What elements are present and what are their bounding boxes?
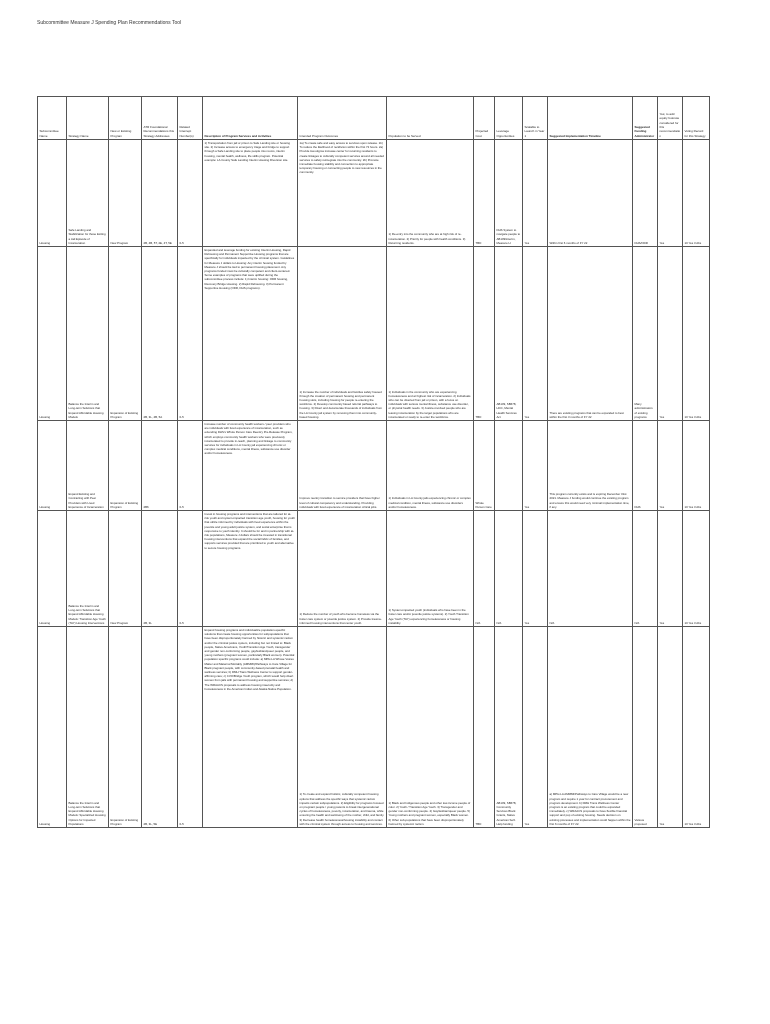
- cell-leverage: DHS System to navigate people to AB109/interim, Measure H: [495, 140, 523, 247]
- cell-subcommittee: Housing: [38, 140, 67, 247]
- cell-new-or-existing: Expansion of Existing Program: [109, 627, 142, 828]
- cell-voting: 10 Yes 3 Abs: [683, 247, 710, 421]
- cell-description: Invest in housing programs and interventions that are tailored for at-risk youth and system-impacted transition age youth, housing for youth that utilize informed by individuals with lived experience within the juvenile and young adult justice system, and social enterprise that is responsive to youth identity. It should be for and in partnership with at-risk populations, Measure J dollars should be invested in transitional housing interventions that expand the social fabric of families, and supports services provided that are prioritized to youth and alternative to secure housing programs.: [203, 511, 298, 627]
- header-population: Population to be Served: [387, 97, 474, 140]
- cell-yes-no: Yes: [658, 247, 683, 421]
- cell-population: 1) Black and Indigenous people and other low-income people of color. 2) Youth / Transition Age Youth. 3) Transgender and gender non-conforming people. 4) Gay/lesbian/queer people. 5) Young mothers and pregnant women, especially Black women. 6) Other sub-populations that have been disproportionately harmed by systemic racism.: [387, 627, 474, 828]
- cell-atr: 2B6: [142, 421, 178, 511]
- cell-scalable: Yes: [523, 247, 548, 421]
- header-row: [38, 97, 710, 140]
- cell-outcomes: Improve reentry transition to service providers that have higher level of cultural competency and understanding. Providing individuals with lived experience of incarceration critical jobs.: [298, 421, 387, 511]
- cell-atr: 2B, 4B, 5T, 2E, 4T, 5E: [142, 140, 178, 247]
- cell-cost: TBD: [474, 140, 495, 247]
- cell-voting: 10 Yes 3 Abs: [683, 627, 710, 828]
- header-subcommittee: Subcommittee Name: [38, 97, 67, 140]
- cell-yes-no: Yes: [658, 627, 683, 828]
- cell-yes-no: Yes: [658, 421, 683, 511]
- header-scalable: Scalable to Launch in Year 1: [523, 97, 548, 140]
- cell-voting: 10 Yes 3 Abs: [683, 140, 710, 247]
- header-leverage: Leverage Opportunities: [495, 97, 523, 140]
- header-new-or-existing: New or Existing Program: [109, 97, 142, 140]
- cell-leverage: AB109, SB678, HCC, Mental Health Services Act: [495, 247, 523, 421]
- cell-yes-no: Yes: [658, 140, 683, 247]
- cell-subcommittee: Housing: [38, 247, 67, 421]
- cell-description: 1) Transportation from jail or prison to Safe Landing site or housing site. 2) Increase access to emergency triage and bridge to support through a Safe Landing site to place people into rooms, interim housing, mental health, wellness, life skills program. Potential example: LA County Safe Landing Interim Housing Diversion site.: [203, 140, 298, 247]
- cell-timeline: N/A: [548, 511, 633, 627]
- header-voting: Voting Record for this Strategy: [683, 97, 710, 140]
- cell-intercept: 0-5: [178, 511, 203, 627]
- cell-scalable: Yes: [523, 140, 548, 247]
- cell-subcommittee: Housing: [38, 511, 67, 627]
- cell-new-or-existing: New Program: [109, 511, 142, 627]
- cell-cost: N/A: [474, 511, 495, 627]
- cell-leverage: N/A: [495, 511, 523, 627]
- cell-population: 1) Re-entry into the community who are at high risk of re-incarceration. 2) Priority for people with health conditions. 3) Returning residents.: [387, 140, 474, 247]
- cell-subcommittee: Housing: [38, 421, 67, 511]
- cell-administrator: DHS: [633, 421, 658, 511]
- cell-population: 1) System-impacted youth (individuals who have been in the foster care and/or juvenile justice systems). 2) Youth Transition Age Youth (TAY) experiencing homelessness or housing instability.: [387, 511, 474, 627]
- cell-atr: 2B, 3L: [142, 511, 178, 627]
- header-timeline: Suggested Implementation Timeline: [548, 97, 633, 140]
- cell-timeline: Within first 6 months of FY 22: [548, 140, 633, 247]
- header-projected-cost: Projected Cost: [474, 97, 495, 140]
- cell-cost: Whole Person Care: [474, 421, 495, 511]
- header-outcomes: Intended Program Outcomes: [298, 97, 387, 140]
- cell-timeline: This program currently exists and is expiring December 31st 2021. Measure J funding would continue the existing program and ensure this would need very minimal implementation time, if any.: [548, 421, 633, 511]
- cell-atr: 2B, 3L, 4B, 5A: [142, 247, 178, 421]
- cell-intercept: 0-5: [178, 247, 203, 421]
- cell-outcomes: 1) Increase the number of individuals and families safely housed through the creation of permanent housing and permanent housing slots, including housing for people re-entering the workforce. 2) Develop community based referral pathways to housing. 3) Divert and decarcerate thousands of individuals from the LA County jail system by removing them into community-based housing.: [298, 247, 387, 421]
- header-strategy: Strategy Name: [67, 97, 109, 140]
- cell-new-or-existing: Expansion of Existing Program: [109, 421, 142, 511]
- cell-leverage: [495, 421, 523, 511]
- cell-outcomes: 1) To create and expand holistic, culturally competent housing options that address the specific ways that systemic racism impacts certain subpopulations. 2) Eligibility for programs focused on pregnant people / young parents to break intergenerational cycles of homelessness, poverty, incarceration, and trauma, while ensuring the health and well-being of the mother, child, and family. 3) Decrease health homelessness/housing instability and contact with the criminal system through access to housing and services.: [298, 627, 387, 828]
- cell-cost: TBD: [474, 627, 495, 828]
- cell-outcomes: 1a) To create safe and easy access to services upon release. 1b) To reduce the likelihood of recidivism within the first 72 hours. 2a) Provide low-stigma increase center for returning residents to create linkages to culturally competent services around all needed services to safely reintegrate into the community. 2b) Promote immediate housing stability and connection to appropriate temporary housing or connecting people to new resources in the community.: [298, 140, 387, 247]
- cell-voting: 10 Yes 3 Abs: [683, 511, 710, 627]
- table-row: [38, 421, 710, 511]
- cell-strategy: Safe Landing and Stabilization for those Exiting a Jail Episode of Incarceration: [67, 140, 109, 247]
- header-administrator: Suggested Funding Administrator: [633, 97, 658, 140]
- cell-voting: 10 Yes 3 Abs: [683, 421, 710, 511]
- cell-intercept: 0-5: [178, 421, 203, 511]
- cell-new-or-existing: New Program: [109, 140, 142, 247]
- cell-population: 1) Individuals in the community who are experiencing homelessness and at highest risk of incarceration. 2) Individuals who can be diverted from jail or prison, with a focus on individuals with serious mental illness, substance use disorder, or physical health needs. 3) Justice-involved people who are leaving incarceration by the target populations who are incarcerated or ready to re-enter the workforce.: [387, 247, 474, 421]
- cell-timeline: There are existing programs that can be expanded to best within the first 3 months of FY 22: [548, 247, 633, 421]
- cell-subcommittee: Housing: [38, 627, 67, 828]
- document-title: Subcommittee Measure J Spending Plan Recommendations Tool: [37, 20, 182, 26]
- cell-population: 1) Individuals in LA County jails experiencing chronic or complex medical condition, mental illness, substance use disorders and/or homelessness.: [387, 421, 474, 511]
- header-atr-recommendations: ATR Foundational Recommendations this Strategy Addresses: [142, 97, 178, 140]
- cell-administrator: N/A: [633, 511, 658, 627]
- table-row: [38, 140, 710, 247]
- header-yes-no: Yes; to add equity footnote considered for this recommendation: [658, 97, 683, 140]
- cell-timeline: a) MPH-LA AMMMI/Pathways to Care Village would be a new program and require 1 year for contract procurement and program development. b) DMH Trans Wellness Center program is an existing program that could be expanded immediately. c) WRAACS proposals to have flexible financial support and pop of existing housing. Needs decision on existing processes and implementation could happen within the first 6 months of FY 22.: [548, 627, 633, 828]
- cell-description: Expand housing programs and individualize population-specific solutions that create housing opportunities for subpopulations that have been disproportionately harmed by historic and systemic racism and/or the criminal justice system, including but not limited to: Black people, Native Americans, Youth/Transition Age Youth, transgender and gender non-conforming people, gay/lesbian/queer people, and young mothers (pregnant women, particularly Black women). Potential population specific programs could include: a) MPH-LA Whose Voices Matter and Maternal Mortality (AMMMI)/Pathways to Care Village for Black pregnant people, with community-based prenatal health and wellness services; b) DMH Trans Wellness Center to support gender-affirming care; c) CVO/Bridge Youth program, which would help divert women from jails with permanent housing and supportive services; d) The WRAACS proposals to address housing insecurity and homelessness in the American Indian and Alaska Native Population.: [203, 627, 298, 828]
- cell-strategy: Balance the Interim and Long-term Solutions that Expand Affordable Housing Models: Transition Age Youth (TAY) Housing Interventions: [67, 511, 109, 627]
- cell-outcomes: 1) Reduce the number of youth who become homeless via the foster care system or juvenile justice system. 2) Provide trauma-informed housing interventions that center youth.: [298, 511, 387, 627]
- cell-strategy: Balance the Interim and Long-term Solutions that Expand Affordable Housing Models: Specialized Housing Options for Impacted Populations: [67, 627, 109, 828]
- cell-administrator: DHS/ODR: [633, 140, 658, 247]
- cell-cost: TBD: [474, 247, 495, 421]
- cell-leverage: AB109, SB678, Community Services Block Grants, Native American Self-Help funding: [495, 627, 523, 828]
- cell-atr: 2B, 3L, 5E: [142, 627, 178, 828]
- header-related-intercept: Related Intercept Number(s): [178, 97, 203, 140]
- cell-strategy: Balance the Interim and Long-term Solutions that Expand Affordable Housing Models: [67, 247, 109, 421]
- cell-scalable: Yes: [523, 627, 548, 828]
- table-row: [38, 511, 710, 627]
- cell-intercept: 0-5: [178, 140, 203, 247]
- cell-administrator: Many administrators of existing programs: [633, 247, 658, 421]
- cell-strategy: Expand Existing and Contracting with Peer Providers with Lived Experience of Incarceration: [67, 421, 109, 511]
- recommendations-table: [37, 96, 710, 828]
- cell-new-or-existing: Expansion of Existing Program: [109, 247, 142, 421]
- table-row: [38, 627, 710, 828]
- cell-scalable: Yes: [523, 511, 548, 627]
- cell-yes-no: Yes: [658, 511, 683, 627]
- cell-administrator: Various proposed: [633, 627, 658, 828]
- cell-scalable: Yes: [523, 421, 548, 511]
- cell-description: Expanded and leverage funding for existing Interim Housing, Rapid Rehousing and Permanent Supportive Housing programs that are specifically for individuals impacted by the criminal system. Guidelines for Measure J dollars to Housing: Any interim housing funded by Measure J should be tied to permanent housing placement. Any programs funded must be culturally competent and client-centered. Some examples of programs that were uplifted during the subcommittee process include: 1) Interim housing: ODR housing, Recovery Bridge Housing. 2) Rapid Rehousing. 3) Permanent Supportive Housing (ODR, DHS programs).: [203, 247, 298, 421]
- table-row: [38, 247, 710, 421]
- header-description: Description of Program Services and Activities: [203, 97, 298, 140]
- cell-intercept: 0-5: [178, 627, 203, 828]
- cell-description: Increase number of community health workers / peer providers who are individuals with lived experience of incarceration, such as extending DHS's Whole Person Care Reentry Pre-Release Program, which employs community health workers who were previously incarcerated to provide in-reach, planning and linkage to community services for individuals in LA County jail experiencing chronic or complex medical conditions, mental illness, substance use disorder and/or homelessness.: [203, 421, 298, 511]
